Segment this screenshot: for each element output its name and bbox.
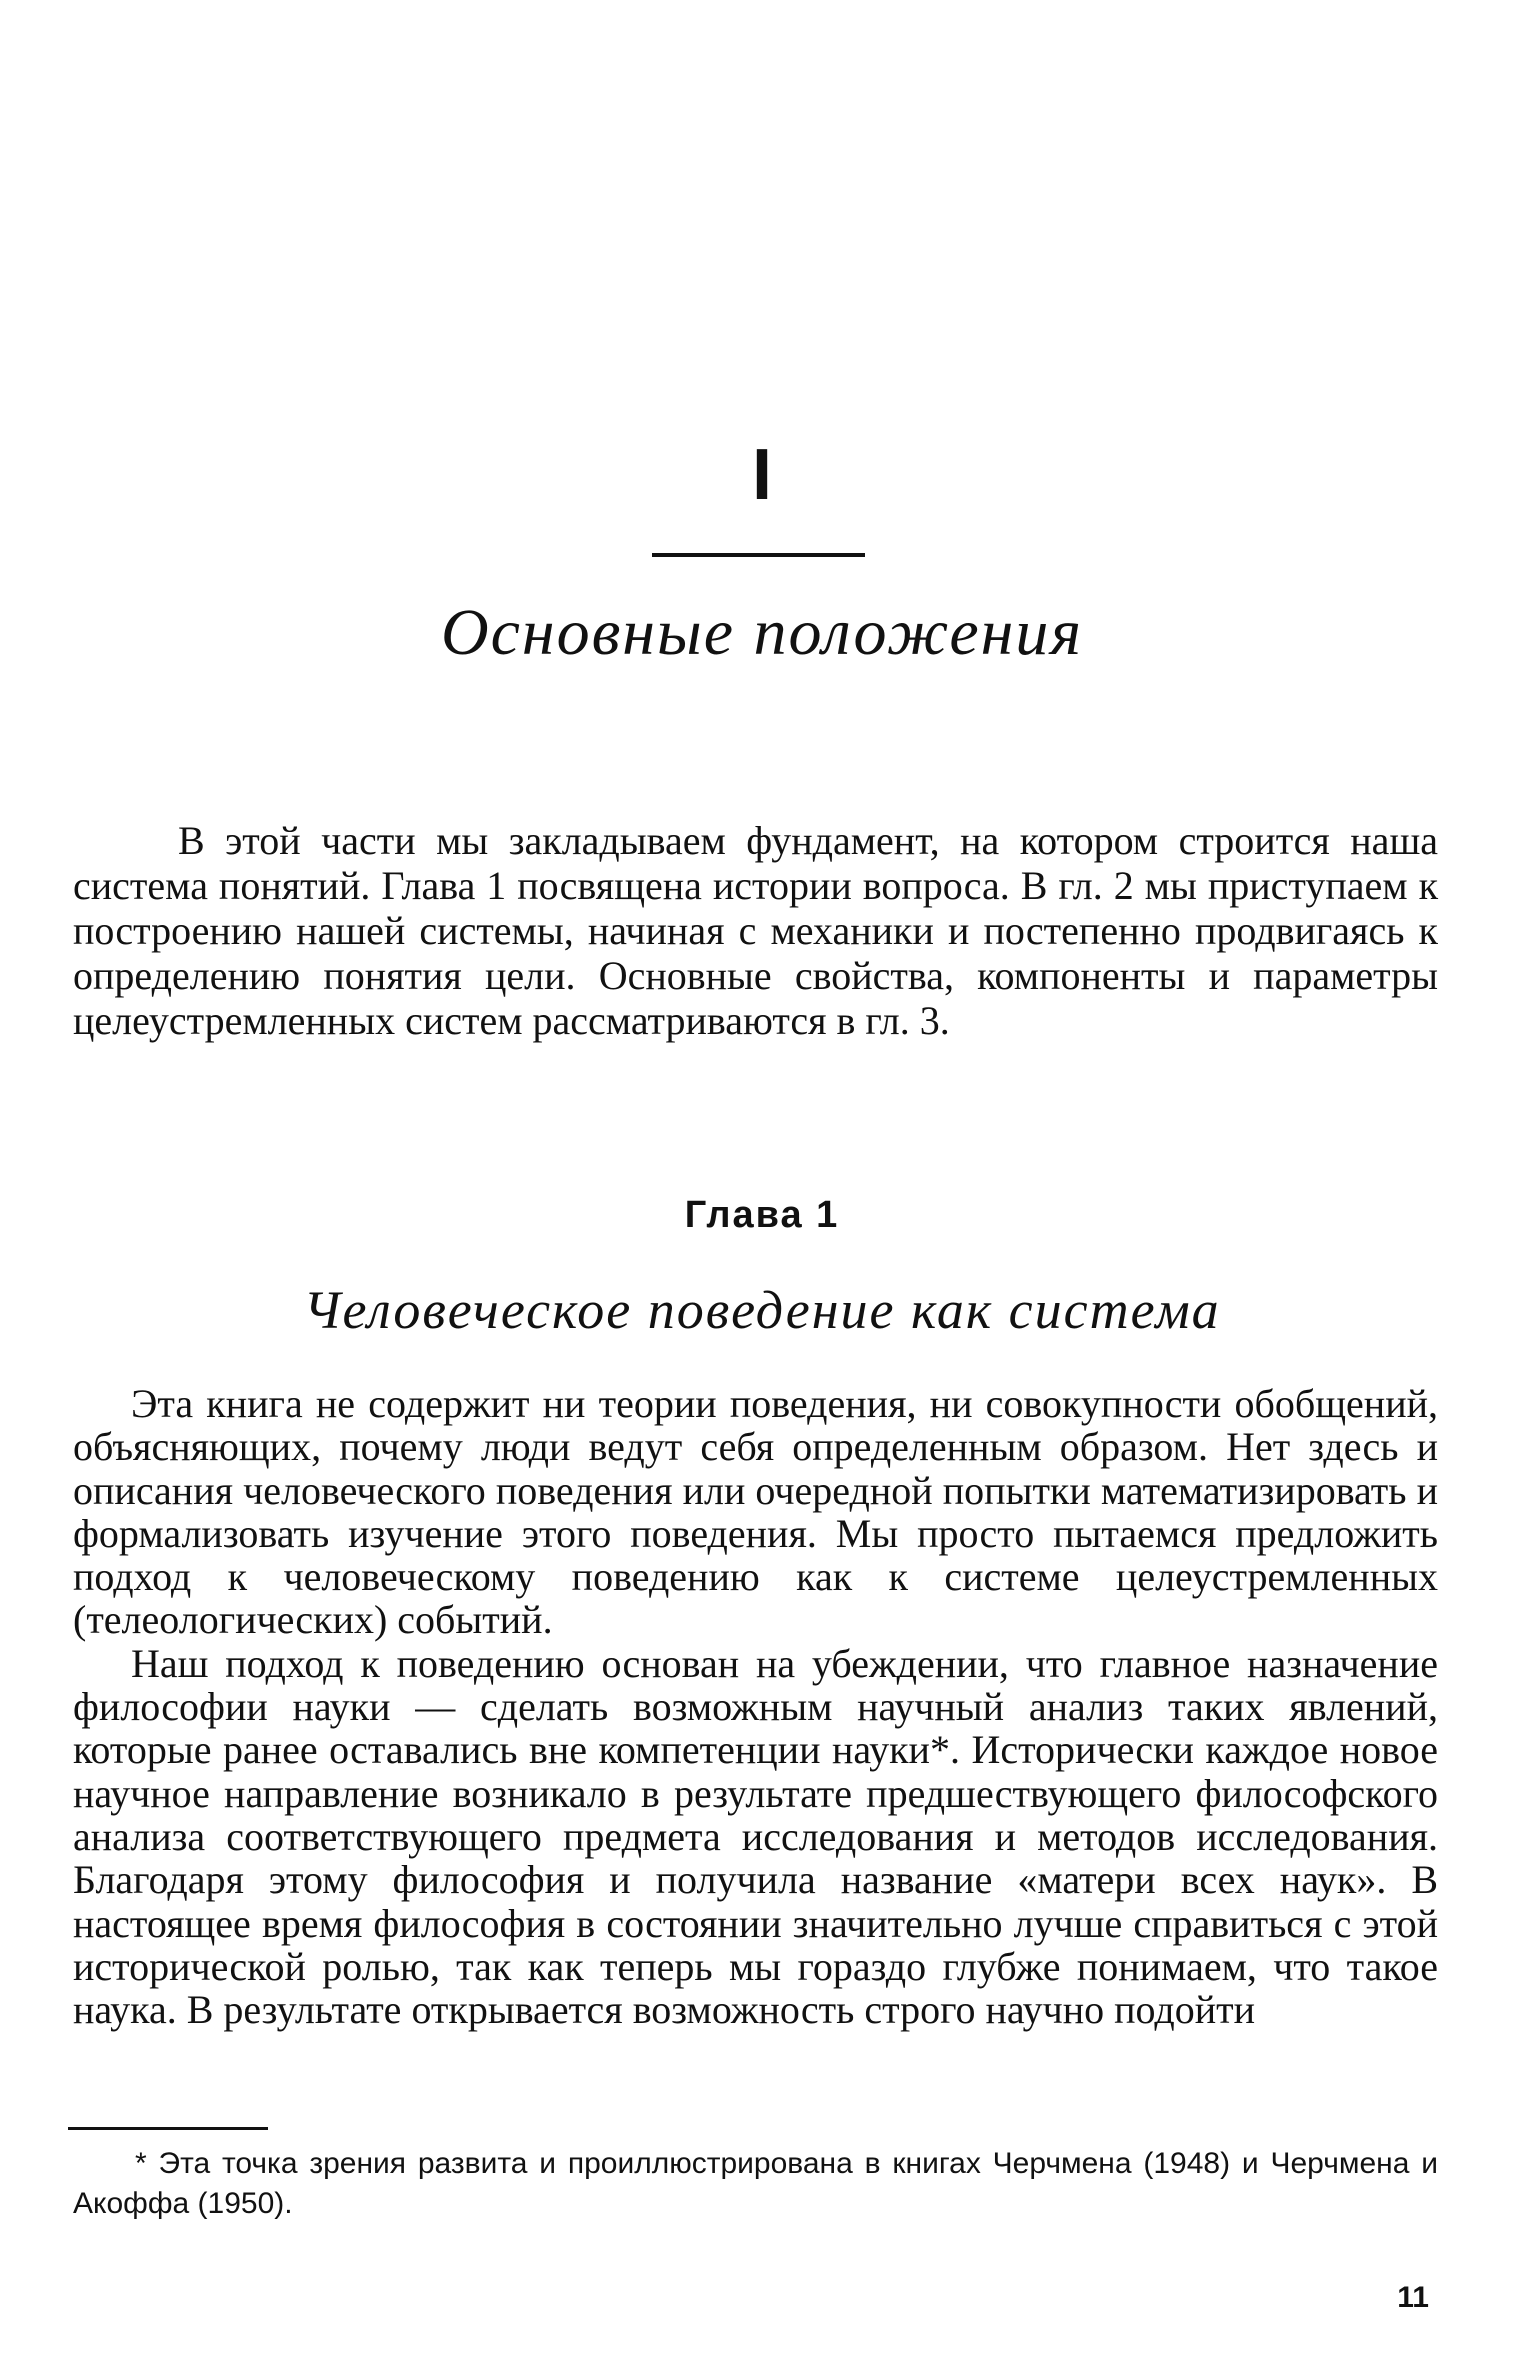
footnote: * Эта точка зрения развита и проиллюстрирована в книгах Черчмена (1948) и Черчмена и Акоффа (1950). bbox=[73, 2147, 1438, 2220]
body-paragraph: Наш подход к поведению основан на убеждении, что главное назначение философии науки — сделать возможным научный анализ таких явлений, которые ранее оставались вне компетенции науки*. Исторически каждое новое научное направление возникало в результате предшествующего философского анализа соответствующего предмета исследования и методов исследования. Благодаря этому философия и получила название «матери всех наук». В настоящее время философия в состоянии значительно лучше справиться с этой исторической ролью, так как теперь мы гораздо глубже понимаем, что такое наука. В результате открывается возможность строго научно подойти bbox=[73, 1640, 1438, 2033]
part-numeral: I bbox=[751, 435, 772, 515]
chapter-title: Человеческое поведение как система bbox=[303, 1280, 1221, 1340]
chapter-label: Глава 1 bbox=[684, 1194, 840, 1236]
part-title: Основные положения bbox=[440, 596, 1084, 669]
part-intro-paragraph: В этой части мы закладываем фундамент, на котором строится наша система понятий. Глава 1 посвящена истории вопроса. В гл. 2 мы приступаем к построению нашей системы, начиная с механики и постепенно продвигаясь к определению понятия цели. Основные свойства, компоненты и параметры целеустремленных систем рассматриваются в гл. 3. bbox=[73, 818, 1438, 1043]
page-number: 11 bbox=[1397, 2281, 1429, 2314]
footnote-divider bbox=[68, 2127, 268, 2130]
part-divider bbox=[652, 553, 865, 557]
chapter-body bbox=[73, 1382, 1438, 2031]
body-paragraph: Эта книга не содержит ни теории поведения, ни совокупности обобщений, объясняющих, почему люди ведут себя определенным образом. Нет здесь и описания человеческого поведения или очередной попытки математизировать и формализовать изучение этого поведения. Мы просто пытаемся предложить подход к человеческому поведению как к системе целеустремленных (телеологических) событий. bbox=[73, 1381, 1438, 1643]
